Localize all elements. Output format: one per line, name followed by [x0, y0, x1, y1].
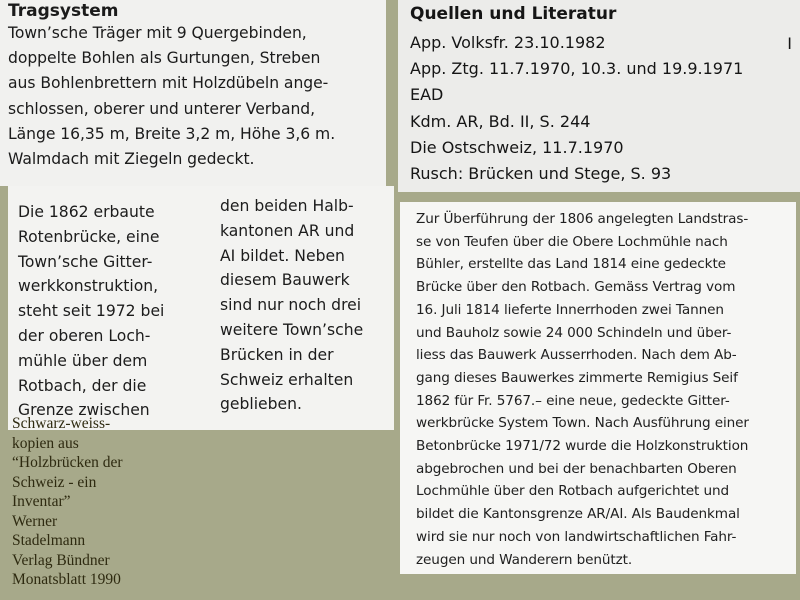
caption-line: Werner [12, 512, 58, 530]
quellen-item: EAD [410, 85, 444, 105]
column-line: werkkonstruktion, [18, 277, 159, 296]
history-line: Betonbrücke 1971/72 wurde die Holzkonstruktion [416, 438, 749, 455]
tragsystem-line: aus Bohlenbrettern mit Holzdübeln ange- [8, 74, 329, 93]
column-line: Rotenbrücke, eine [18, 227, 160, 246]
column-line: geblieben. [220, 395, 302, 414]
caption-line: kopien aus [12, 434, 79, 452]
column-line: Rotbach, der die [18, 376, 147, 395]
rotenbruecke-clipping [8, 186, 394, 430]
column-line: AI bildet. Neben [220, 246, 345, 265]
quellen-item: Die Ostschweiz, 11.7.1970 [410, 137, 624, 157]
tragsystem-line: Walmdach mit Ziegeln gedeckt. [8, 150, 255, 169]
column-line: Grenze zwischen [18, 401, 150, 420]
history-line: se von Teufen über die Obere Lochmühle nach [416, 233, 728, 250]
quellen-heading: Quellen und Literatur [410, 4, 617, 24]
quellen-item: Rusch: Brücken und Stege, S. 93 [410, 164, 672, 184]
history-line: zeugen und Wanderern benützt. [416, 551, 633, 568]
history-line: Lochmühle über den Rotbach aufgerichtet und [416, 483, 730, 500]
column-line: Die 1862 erbaute [18, 203, 155, 221]
history-line: liess das Bauwerk Ausserrhoden. Nach dem Ab- [416, 347, 737, 364]
tragsystem-line: doppelte Bohlen als Gurtungen, Streben [8, 49, 321, 68]
history-line: abgebrochen und bei der benachbarten Oberen [416, 460, 737, 477]
history-line: Brücke über den Rotbach. Gemäss Vertrag vom [416, 279, 736, 296]
column-line: steht seit 1972 bei [18, 302, 165, 321]
source-caption [12, 414, 162, 590]
column-line: der oberen Loch- [18, 326, 151, 345]
caption-line: Schweiz - ein [12, 473, 97, 491]
history-line: werkbrücke System Town. Nach Ausführung einer [416, 415, 749, 432]
column-line: sind nur noch drei [220, 296, 362, 315]
history-clipping [400, 202, 796, 574]
history-line: 1862 für Fr. 5767.– eine neue, gedeckte Gitter- [416, 392, 730, 409]
page-edge-mark: I [787, 34, 792, 53]
tragsystem-line: schlossen, oberer und unterer Verband, [8, 99, 316, 118]
column-line: kantonen AR und [220, 221, 355, 240]
tragsystem-text [8, 21, 380, 172]
text-column-right [220, 194, 363, 417]
caption-line: Inventar” [12, 493, 71, 510]
caption-line: Verlag Bündner [12, 551, 110, 569]
tragsystem-clipping [0, 0, 386, 186]
caption-line: “Holzbrücken der [12, 454, 123, 471]
history-line: Bühler, erstellte das Land 1814 eine gedeckte [416, 256, 726, 273]
column-line: diesem Bauwerk [220, 271, 350, 290]
tragsystem-line: Town’sche Träger mit 9 Quergebinden, [8, 24, 307, 42]
column-line: mühle über dem [18, 351, 148, 370]
column-line: den beiden Halb- [220, 197, 354, 215]
quellen-item: App. Volksfr. 23.10.1982 [410, 33, 606, 52]
tragsystem-heading: Tragsystem [8, 1, 119, 21]
history-line: 16. Juli 1814 lieferte Innerrhoden zwei Tannen [416, 301, 724, 318]
history-line: Zur Überführung der 1806 angelegten Landstras- [416, 211, 749, 227]
tragsystem-line: Länge 16,35 m, Breite 3,2 m, Höhe 3,6 m. [8, 124, 336, 143]
column-line: Town’sche Gitter- [18, 252, 153, 271]
history-line: gang dieses Bauwerkes zimmerte Remigius Seif [416, 369, 738, 386]
quellen-item: Kdm. AR, Bd. II, S. 244 [410, 111, 591, 131]
caption-line: Monatsblatt 1990 [12, 571, 121, 588]
caption-line: Stadelmann [12, 532, 86, 549]
quellen-list [410, 30, 792, 187]
history-line: wird sie nur noch von landwirtschaftlichen Fahr- [416, 528, 737, 545]
quellen-clipping [398, 0, 800, 192]
column-line: weitere Town’sche [220, 320, 364, 339]
history-line: und Bauholz sowie 24 000 Schindeln und über- [416, 324, 732, 341]
column-line: Schweiz erhalten [220, 370, 354, 389]
caption-line: Schwarz-weiss- [12, 415, 111, 432]
quellen-item: App. Ztg. 11.7.1970, 10.3. und 19.9.1971 [410, 59, 744, 79]
text-column-left [18, 200, 164, 423]
history-line: bildet die Kantonsgrenze AR/AI. Als Baudenkmal [416, 506, 740, 523]
column-line: Brücken in der [220, 345, 334, 364]
